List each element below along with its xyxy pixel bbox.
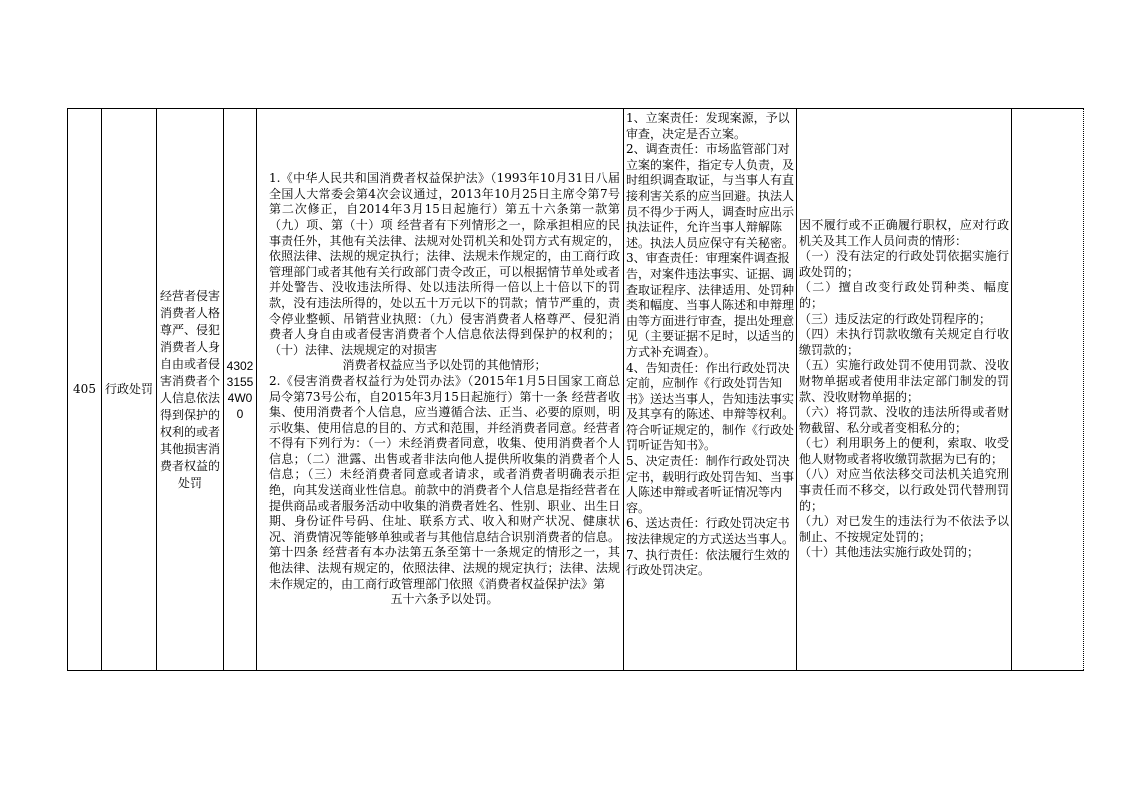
- accountability-item: （五）实施行政处罚不使用罚款、没收财物单据或者使用非法定部门制发的罚款、没收财物单据的；: [799, 358, 1009, 404]
- power-category: [102, 109, 157, 671]
- accountability-item: （七）利用职务上的便利，索取、收受他人财物或者将收缴罚款据为已有的；: [799, 436, 1009, 466]
- power-code: [224, 109, 257, 671]
- responsibility-item: 1、立案责任：发现案源，予以审查，决定是否立案。: [626, 111, 790, 141]
- legal-basis-item-1: 1.《中华人民共和国消费者权益保护法》（1993年10月31日八届全国人大常委会第4次会议通过，2013年10月25日主席令第7号第二次修正，自2014年3月15日起施行）第五十六条第一款第（九）项、第（十）项 经营者有下列情形之一，除承担相应的民事责任外，其他有关法律、法规对处罚机关和处罚方式有规定的，依照法律、法规的规定执行；法律、法规未作规定的，由工商行政管理部门或者其他有关行政部门责令改正，可以根据情节单处或者并处警告、没收违法所得、处以违法所得一倍以上十倍以下的罚款，没有违法所得的，处以五十万元以下的罚款；情节严重的，责令停业整顿、吊销营业执照：（九）侵害消费者人格尊严、侵犯消费者人身自由或者侵害消费者个人信息依法得到保护的权利的；（十）法律、法规规定的对损害: [269, 171, 620, 357]
- power-list-table: [67, 108, 1084, 671]
- accountability-item: （九）对已发生的违法行为不依法予以制止、不按规定处罚的；: [799, 514, 1009, 544]
- accountability-item: （十）其他违法实施行政处罚的；: [799, 545, 980, 560]
- responsibility-item: 6、送达责任：行政处罚决定书按法律规定的方式送达当事人。: [626, 516, 795, 547]
- power-item-name: [157, 109, 224, 671]
- accountability-item: （六）将罚款、没收的违法所得或者财物截留、私分或者变相私分的；: [799, 405, 1009, 435]
- responsibility-item: 7、执行责任：依法履行生效的行政处罚决定。: [626, 547, 790, 578]
- accountability-item: 因不履行或不正确履行职权，应对行政机关及其工作人员问责的情形：: [799, 217, 1009, 248]
- power-category-text: 行政处罚: [104, 381, 153, 396]
- accountability-list: [797, 109, 1012, 671]
- legal-basis-item-2-end: 五十六条予以处罚。: [390, 592, 499, 607]
- accountability-item: （八）对应当依法移交司法机关追究刑事责任而不移交，以行政处罚代替刑罚的；: [799, 467, 1009, 513]
- accountability-item: （一）没有法定的行政处罚依据实施行政处罚的；: [799, 249, 1009, 279]
- remarks-cell: [1012, 109, 1084, 671]
- table-row: [68, 109, 1084, 671]
- legal-basis-item-1-end: 消费者权益应当予以处罚的其他情形；: [342, 358, 547, 373]
- legal-basis: [257, 109, 624, 671]
- responsibility-item: 4、告知责任：作出行政处罚决定前，应制作《行政处罚告知书》送达当事人，告知违法事实及其享有的陈述、申辩等权利。符合听证规定的，制作《行政处罚听证告知书》。: [626, 360, 795, 453]
- accountability-item: （四）未执行罚款收缴有关规定自行收缴罚款的；: [799, 327, 1009, 357]
- responsibility-list: [624, 109, 797, 671]
- power-item-name-text: 经营者侵害消费者人格尊严、侵犯消费者人身自由或者侵害消费者个人信息依法得到保护的权利的或者其他损害消费者权益的处罚: [159, 288, 220, 490]
- accountability-item: （三）违反法定的行政处罚程序的；: [799, 311, 992, 326]
- accountability-item: （二）擅自改变行政处罚种类、幅度的；: [799, 280, 1009, 310]
- responsibility-item: 3、审查责任：审理案件调查报告，对案件违法事实、证据、调查取证程序、法律适用、处罚种类和幅度、当事人陈述和申辩理由等方面进行审查，提出处理意见（主要证据不足时，以适当的方式补充调查）。: [626, 251, 795, 359]
- responsibility-item: 2、调查责任：市场监管部门对立案的案件，指定专人负责，及时组织调查取证，与当事人有直接利害关系的应当回避。执法人员不得少于两人，调查时应出示执法证件，允许当事人辩解陈述。执法人员应保守有关秘密。: [626, 142, 795, 250]
- power-code-text: 43023155 4W00: [226, 358, 254, 421]
- responsibility-item: 5、决定责任：制作行政处罚决定书，载明行政处罚告知、当事人陈述申辩或者听证情况等内容。: [626, 454, 795, 515]
- legal-basis-item-2: 2.《侵害消费者权益行为处罚办法》（2015年1月5日国家工商总局令第73号公布，自2015年3月15日起施行）第十一条 经营者收集、使用消费者个人信息，应当遵循合法、正当、必要的原则，明示收集、使用信息的目的、方式和范围，并经消费者同意。经营者不得有下列行为：（一）未经消费者同意，收集、使用消费者个人信息；（二）泄露、出售或者非法向他人提供所收集的消费者个人信息；（三）未经消费者同意或者请求，或者消费者明确表示拒绝，向其发送商业性信息。前款中的消费者个人信息是指经营者在提供商品或者服务活动中收集的消费者姓名、性别、职业、出生日期、身份证件号码、住址、联系方式、收入和财产状况、健康状况、消费情况等能够单独或者与其他信息结合识别消费者的信息。第十四条 经营者有本办法第五条至第十一条规定的情形之一，其他法律、法规有规定的，依照法律、法规的规定执行；法律、法规未作规定的，由工商行政管理部门依照《消费者权益保护法》第: [269, 373, 620, 591]
- row-number: 405: [68, 109, 102, 671]
